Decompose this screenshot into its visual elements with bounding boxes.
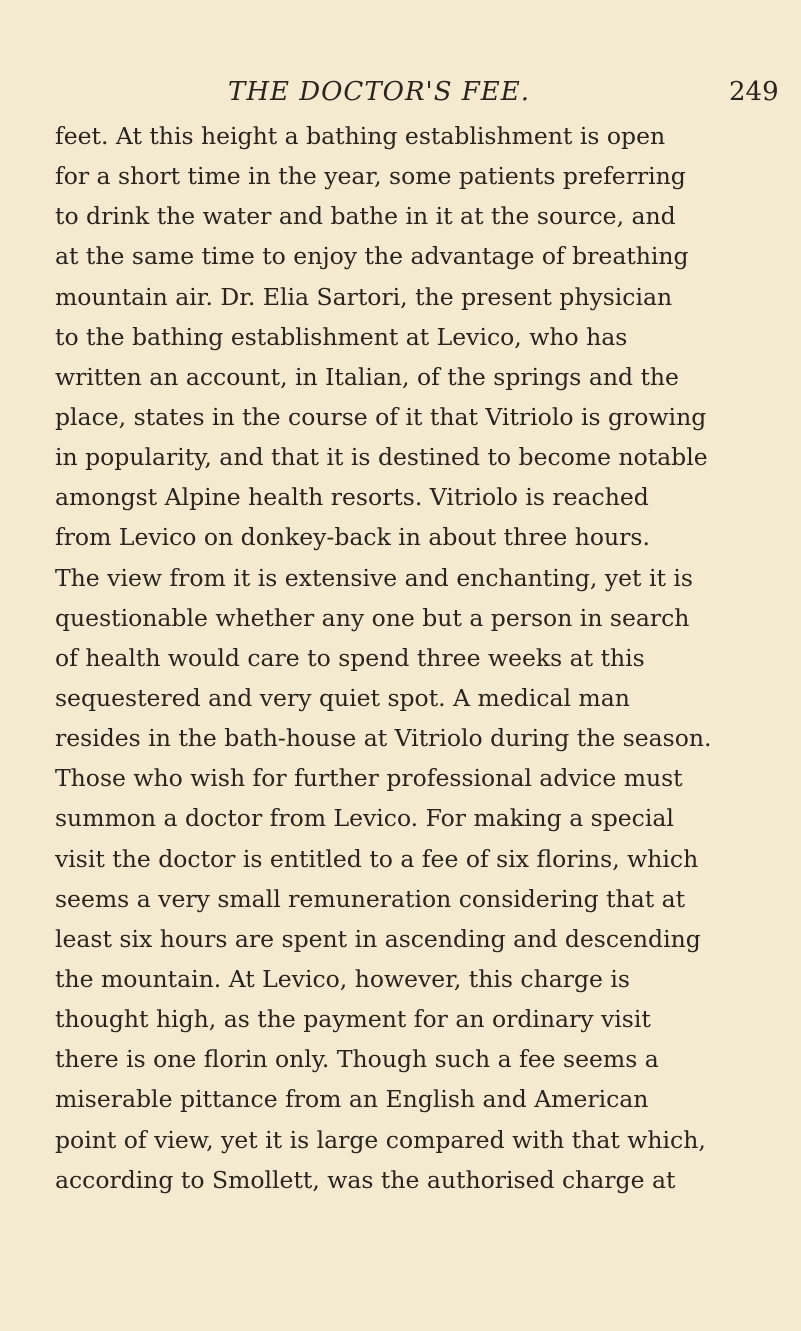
text-line: at the same time to enjoy the advantage of breathing: [55, 242, 689, 271]
running-head: [0, 74, 801, 110]
text-line: for a short time in the year, some patients preferring: [55, 162, 686, 191]
text-line: thought high, as the payment for an ordinary visit: [55, 1005, 651, 1034]
text-line: of health would care to spend three weeks at this: [55, 643, 645, 672]
text-line: summon a doctor from Levico. For making a special: [55, 804, 674, 833]
text-line: to drink the water and bathe in it at the source, and: [55, 202, 676, 231]
text-line: least six hours are spent in ascending and descending: [55, 924, 701, 953]
text-line: point of view, yet it is large compared with that which,: [55, 1125, 706, 1154]
text-line: from Levico on donkey-back in about three hours.: [55, 523, 650, 552]
text-line: there is one florin only. Though such a fee seems a: [55, 1045, 659, 1074]
text-line: questionable whether any one but a person in search: [55, 603, 690, 632]
text-line: sequestered and very quiet spot. A medical man: [55, 683, 630, 712]
text-line: the mountain. At Levico, however, this charge is: [55, 964, 630, 993]
text-line: The view from it is extensive and enchanting, yet it is: [55, 563, 693, 592]
text-line: visit the doctor is entitled to a fee of six florins, which: [55, 844, 699, 873]
page-number: 249: [729, 77, 779, 107]
text-line: mountain air. Dr. Elia Sartori, the present physician: [55, 282, 673, 311]
text-line: place, states in the course of it that Vitriolo is growing: [55, 402, 707, 431]
text-line: miserable pittance from an English and American: [55, 1085, 649, 1114]
text-line: resides in the bath-house at Vitriolo during the season.: [55, 724, 712, 753]
body-text: [55, 116, 765, 1200]
text-line: to the bathing establishment at Levico, who has: [55, 322, 628, 351]
text-line: according to Smollett, was the authorised charge at: [55, 1165, 676, 1194]
text-line: amongst Alpine health resorts. Vitriolo is reached: [55, 483, 649, 512]
text-line: feet. At this height a bathing establishment is open: [55, 122, 666, 150]
text-line: in popularity, and that it is destined to become notable: [55, 443, 708, 472]
running-title: THE DOCTOR'S FEE.: [228, 77, 531, 107]
text-line: written an account, in Italian, of the springs and the: [55, 362, 679, 391]
text-line: Those who wish for further professional advice must: [55, 764, 683, 793]
text-line: seems a very small remuneration considering that at: [55, 884, 686, 913]
